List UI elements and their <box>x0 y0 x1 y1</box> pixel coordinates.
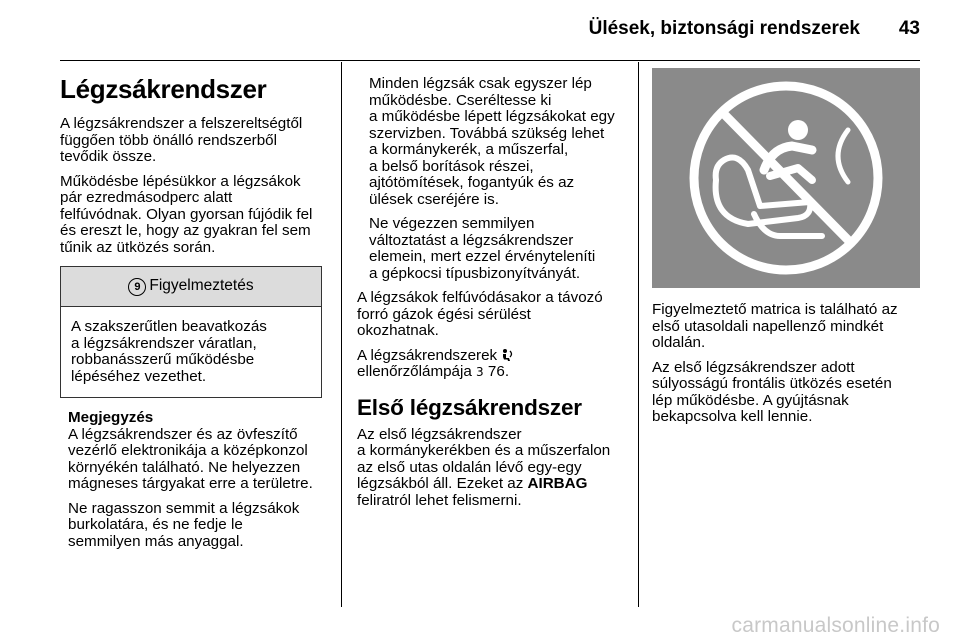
warning-icon: 9 <box>128 278 146 296</box>
page-number: 43 <box>898 18 920 39</box>
column-3 <box>652 302 922 434</box>
front-airbag-text-end: feliratról lehet felismerni. <box>357 491 522 509</box>
warning-continuation <box>357 76 627 282</box>
warning-sticker-figure <box>652 68 920 288</box>
column-divider-2 <box>638 62 639 607</box>
section-heading-front-airbag: Első légzsákrendszer <box>357 394 582 420</box>
header-divider <box>60 60 920 61</box>
column-2 <box>357 76 627 517</box>
note-title: Megjegyzés <box>68 409 154 426</box>
airbag-lamp-paragraph <box>357 348 627 381</box>
page-reference-arrow-icon: 3 <box>476 365 484 379</box>
no-child-seat-airbag-warning-icon <box>652 68 920 288</box>
front-airbag-text: Az első légzsákrendszer a kormánykerékben és a műszerfalon az első utas oldalán lévő egy-egy légzsákból áll. Ezeket az <box>357 425 611 492</box>
page-header-title: Ülések, biztonsági rendszerek <box>588 18 860 39</box>
front-airbag-paragraph <box>357 427 627 510</box>
airbag-lamp-text: A légzsákrendszerek <box>357 346 502 364</box>
section-heading-airbag-system: Légzsákrendszer <box>60 74 267 104</box>
note-paragraph-2: Ne ragasszon semmit a légzsákok burkolatára, és ne fedje le semmilyen más anyaggal. <box>68 499 300 550</box>
airbag-lamp-text-2: ellenőrzőlámpája <box>357 363 477 380</box>
column-1 <box>60 74 328 558</box>
intro-paragraph: A légzsákrendszer a felszereltségtől függően több önálló rendszerből tevődik össze. <box>60 115 303 165</box>
warning-header <box>61 267 321 307</box>
warning-label: Figyelmeztetés <box>149 277 254 295</box>
note-paragraph-1: A légzsákrendszer és az övfeszítő vezérlő elektronikája a középkonzol környékén található. Ne helyezzen mágneses tárgyakat erre a területre. <box>68 425 313 492</box>
page-reference-link[interactable]: 76. <box>487 363 510 380</box>
sticker-paragraph: Figyelmeztető matrica is található az első utasoldali napellenző mindkét oldalán. <box>652 301 898 351</box>
continuation-paragraph-1: Minden légzsák csak egyszer lép működésbe. Cseréltesse ki a működésbe lépett légzsákokat egy szervizben. Továbbá szükség lehet a kormánykerék, a műszerfal, a belső borítások részei, ajtótömítések, fogantyúk és az ülések cseréjére is. <box>369 75 615 208</box>
warning-box <box>60 266 322 398</box>
continuation-paragraph-2: Ne végezzen semmilyen változtatást a légzsákrendszer elemein, mert ezzel érvényteleníti a gépkocsi típusbizonyítványát. <box>369 215 596 282</box>
column-divider-1 <box>341 62 342 607</box>
deployment-paragraph: Működésbe lépésükkor a légzsákok pár ezredmásodperc alatt felfúvódnak. Olyan gyorsan fújódik fel és ereszt le, hogy az gyakran fel sem tűnik az ütközés során. <box>60 172 313 256</box>
watermark: carmanualsonline.info <box>731 614 940 637</box>
hot-gas-paragraph: A légzsákok felfúvódásakor a távozó forró gázok égési sérülést okozhatnak. <box>357 289 603 339</box>
note-block <box>60 410 328 550</box>
airbag-icon <box>501 348 514 362</box>
warning-text: A szakszerűtlen beavatkozás a légzsákrendszer váratlan, robbanásszerű működésbe lépéséhez vezethet. <box>71 318 267 385</box>
activation-paragraph: Az első légzsákrendszer adott súlyosságú frontális ütközés esetén lép működésbe. A gyújtásnak bekapcsolva kell lennie. <box>652 358 892 425</box>
airbag-label-text: AIRBAG <box>527 475 588 492</box>
